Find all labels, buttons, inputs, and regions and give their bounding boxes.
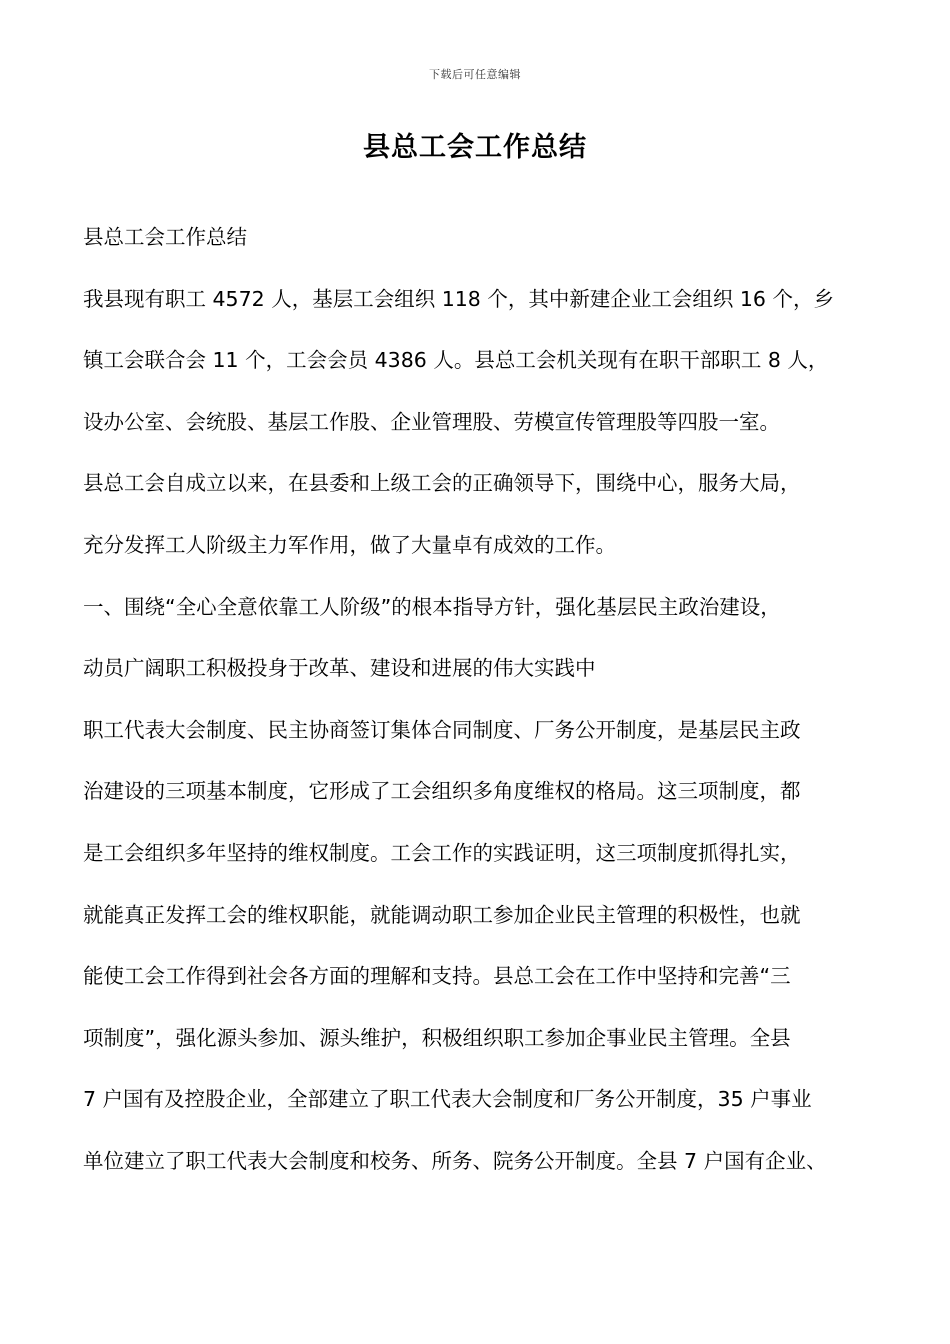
body-line: 县总工会自成立以来，在县委和上级工会的正确领导下，围绕中心，服务大局， [83,471,801,496]
body-line: 县总工会工作总结 [83,225,247,249]
header-note: 下载后可任意编辑 [429,68,521,81]
body-line: 治建设的三项基本制度，它形成了工会组织多角度维权的格局。这三项制度，都 [83,779,801,804]
body-line: 充分发挥工人阶级主力军作用，做了大量卓有成效的工作。 [83,532,616,557]
body-line: 7 户国有及控股企业，全部建立了职工代表大会制度和厂务公开制度，35 户事业 [83,1087,812,1112]
body-line: 职工代表大会制度、民主协商签订集体合同制度、厂务公开制度，是基层民主政 [83,717,801,742]
body-line: 我县现有职工 4572 人，基层工会组织 118 个，其中新建企业工会组织 16 个，乡 [83,286,834,311]
body-line: 就能真正发挥工会的维权职能，就能调动职工参加企业民主管理的积极性，也就 [83,902,801,927]
body-line: 单位建立了职工代表大会制度和校务、所务、院务公开制度。全县 7 户国有企业、 [83,1148,827,1173]
body-line: 项制度”，强化源头参加、源头维护，积极组织职工参加企事业民主管理。全县 [83,1025,791,1050]
document-title: 县总工会工作总结 [363,132,587,163]
body-line: 设办公室、会统股、基层工作股、企业管理股、劳模宣传管理股等四股一室。 [83,409,780,434]
body-line: 是工会组织多年坚持的维权制度。工会工作的实践证明，这三项制度抓得扎实， [83,840,801,865]
body-line: 动员广阔职工积极投身于改革、建设和进展的伟大实践中 [83,656,596,681]
body-line: 镇工会联合会 11 个，工会会员 4386 人。县总工会机关现有在职干部职工 8 人， [83,348,829,373]
document-body [83,213,883,1199]
body-line: 能使工会工作得到社会各方面的理解和支持。县总工会在工作中坚持和完善“三 [83,964,791,989]
body-line: 一、围绕“全心全意依靠工人阶级”的根本指导方针，强化基层民主政治建设， [83,594,781,619]
